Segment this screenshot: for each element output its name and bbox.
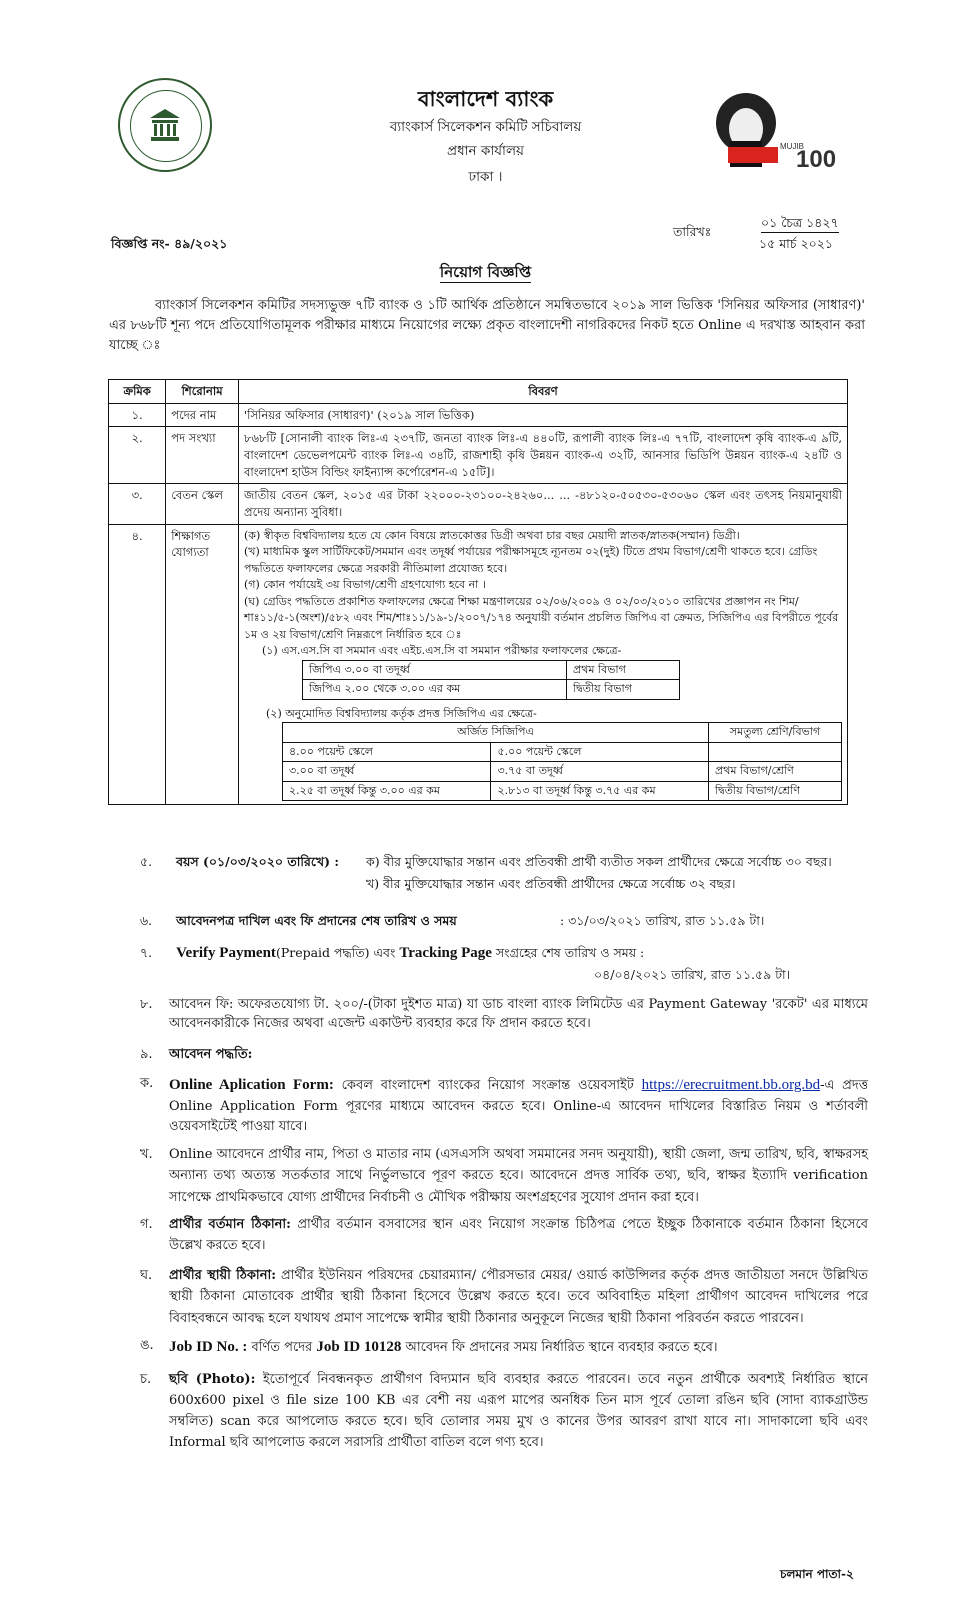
table-row: জিপিএ ৩.০০ বা তদূর্ধ্ব প্রথম বিভাগ	[303, 660, 680, 680]
date-bangla: ০১ চৈত্র ১৪২৭	[761, 214, 839, 233]
notice-number: বিজ্ঞপ্তি নং- ৪৯/২০২১	[111, 236, 228, 251]
age-label: বয়স (০১/০৩/২০২০ তারিখে) :	[176, 854, 339, 869]
job-id: Job ID 10128	[316, 1339, 402, 1355]
col-header-title: শিরোনাম	[166, 380, 239, 404]
bangladesh-bank-logo	[118, 78, 212, 172]
page-title: বাংলাদেশ ব্যাংক	[417, 86, 554, 111]
cgpa-table	[282, 722, 842, 801]
item-kha: খ. Online আবেদনে প্রার্থীর নাম, পিতা ও মাতার নাম (এসএসসি অথবা সমমানের সনদ অনুযায়ী), স্থায়ী জেলা, জন্ম তারিখ, ছবি, স্বাক্ষরসহ অন্যান্য তথ্য অত্যন্ত সতর্কতার সাথে নির্ভুলভাবে পূরণ করতে হবে। আবেদনে প্রদত্ত সার্বিক তথ্য, ছবি, স্বাক্ষর ইত্যাদি verification সাপেক্ষে প্রাথমিকভাবে যোগ্য প্রার্থীদের নির্বাচনী ও মৌখিক পরীক্ষায় অংশগ্রহণের সুযোগ প্রদান করা হবে।	[140, 1147, 868, 1205]
table-row: ৩. বেতন স্কেল জাতীয় বেতন স্কেল, ২০১৫ এর টাকা ২২০০০-২৩১০০-২৪২৬০... ... -৪৮১২০-৫০৫৩০-৫৩০৬০ স্কেল এবং তৎসহ নিয়মানুযায়ী প্রদেয় অন্যান্য সুবিধা।	[109, 484, 848, 524]
table-row: ২. পদ সংখ্যা ৮৬৮টি [সোনালী ব্যাংক লিঃ-এ ২৩৭টি, জনতা ব্যাংক লিঃ-এ ৪৪০টি, রূপালী ব্যাংক লিঃ-এ ৭৭টি, বাংলাদেশ কৃষি ব্যাংক-এ ৯টি, বাংলাদেশ ডেভেলপমেন্ট ব্যাংক লিঃ-এ ৩৪টি, রাজশাহী কৃষি উন্নয়ন ব্যাংক-এ ৩২টি, আনসার ভিডিপি উন্নয়ন ব্যাংক-এ ২৪টি ও বাংলাদেশ হাউস বিল্ডিং ফাইন্যান্স কর্পোরেশন-এ ১৫টি]।	[109, 427, 848, 484]
gpa-table	[302, 660, 680, 700]
notice-title: নিয়োগ বিজ্ঞপ্তি	[439, 263, 532, 281]
section-5: ৫. বয়স (০১/০৩/২০২০ তারিখে) :	[140, 854, 339, 869]
section-7: ৭. Verify Payment(Prepaid পদ্ধতি) এবং Tracking Page সংগ্রহের শেষ তারিখ ও সময় :	[140, 945, 645, 961]
payment-deadline: ০৪/০৪/২০২১ তারিখ, রাত ১১.৫৯ টা।	[594, 967, 791, 982]
section-8: ৮. আবেদন ফি: অফেরতযোগ্য টা. ২০০/-(টাকা দুইশত মাত্র) যা ডাচ বাংলা ব্যাংক লিমিটেড এর Payment Gateway 'রকেট' এর মাধ্যমে আবেদনকারীকে নিজের অথবা এজেন্ট একাউন্ট ব্যবহার করে ফি প্রদান করতে হবে।	[140, 996, 868, 1034]
item-ka: ক. Online Aplication Form: কেবল বাংলাদেশ ব্যাংকের নিয়োগ সংক্রান্ত ওয়েবসাইট https://erecruitment.bb.org.bd-এ প্রদত্ত Online Application Form পূরণের মাধ্যমে আবেদন করতে হবে। Online-এ আবেদন দাখিলের বিস্তারিত নিয়ম ও শর্তাবলী ওয়েবসাইটেই পাওয়া যাবে।	[140, 1076, 869, 1135]
svg-text:MUJIB: MUJIB	[780, 142, 804, 151]
bank-building-icon	[146, 106, 184, 144]
details-table	[108, 379, 848, 805]
intro-paragraph: ব্যাংকার্স সিলেকশন কমিটির সদস্যভুক্ত ৭টি ব্যাংক ও ১টি আর্থিক প্রতিষ্ঠানে সমন্বিতভাবে ২০১৯ সাল ভিত্তিক 'সিনিয়র অফিসার (সাধারণ)' এর ৮৬৮টি শূন্য পদে প্রতিযোগিতামূলক পরীক্ষার মাধ্যমে নিয়োগের লক্ষ্যে প্রকৃত বাংলাদেশী নাগরিকদের নিকট হতে Online এ দরখাস্ত আহবান করা যাচ্ছে ঃ	[109, 298, 865, 354]
section-6: ৬. আবেদনপত্র দাখিল এবং ফি প্রদানের শেষ তারিখ ও সময়	[140, 913, 457, 928]
age-limit-general: ক) বীর মুক্তিযোদ্ধার সন্তান এবং প্রতিবন্ধী প্রার্থী ব্যতীত সকল প্রার্থীদের ক্ষেত্রে সর্বোচ্চ ৩০ বছর।	[366, 854, 832, 869]
table-row: ১. পদের নাম 'সিনিয়র অফিসার (সাধারণ)' (২০১৯ সাল ভিত্তিক)	[109, 403, 848, 427]
application-deadline: : ৩১/০৩/২০২১ তারিখ, রাত ১১.৫৯ টা।	[560, 913, 765, 928]
edu-item-kha: (খ) মাধ্যমিক স্কুল সার্টিফিকেট/সমমান এবং তদূর্ধ্ব পর্যায়ের পরীক্ষাসমূহে ন্যূনতম ০২(দুই) টিতে প্রথম বিভাগ/শ্রেণী থাকতে হবে। গ্রেডিং পদ্ধতিতে ফলাফলের ক্ষেত্রে সরকারী নীতিমালা প্রযোজ্য হবে।	[244, 545, 818, 575]
item-photo: চ. ছবি (Photo): ইতোপূর্বে নিবন্ধনকৃত প্রার্থীগণ বিদ্যমান ছবি ব্যবহার করতে পারবেন। তবে নতুন প্রার্থীকে অবশ্যই নির্ধারিত স্থানে 600x600 pixel ও file size 100 KB এর বেশী নয় এরূপ মাপের অনধিক তিন মাস পূর্বে তোলা রঙিন ছবি (সাদা ব্যাকগ্রাউন্ড সম্বলিত) scan করে আপলোড করতে হবে। ছবি তোলার সময় মুখ ও কানের উপর আবরণ রাখা যাবে না। সাদাকালো ছবি এবং Informal ছবি আপলোড করলে সরাসরি প্রার্থীতা বাতিল বলে গণ্য হবে।	[140, 1372, 868, 1451]
item-job-id: ঙ. Job ID No. : বর্ণিত পদের Job ID 10128 আবেদন ফি প্রদানের সময় নির্ধারিত স্থানে ব্যবহার করতে হবে।	[140, 1338, 718, 1355]
header-line-2: প্রধান কার্যালয়	[447, 143, 524, 159]
edu-sub-2: (২) অনুমোদিত বিশ্ববিদ্যালয় কর্তৃক প্রদত্ত সিজিপিএ এর ক্ষেত্রে-	[266, 706, 537, 720]
edu-item-ka: (ক) স্বীকৃত বিশ্ববিদ্যালয় হতে যে কোন বিষয়ে স্নাতকোত্তর ডিগ্রী অথবা চার বছর মেয়াদী স্নাতক/স্নাতক(সম্মান) ডিগ্রী।	[244, 528, 740, 542]
col-header-description: বিবরণ	[239, 380, 848, 404]
table-row: ৩.০০ বা তদূর্ধ্ব ৩.৭৫ বা তদূর্ধ্ব প্রথম বিভাগ/শ্রেণি	[283, 762, 842, 782]
continued-page-note: চলমান পাতা-২	[780, 1567, 854, 1581]
table-row: অর্জিত সিজিপিএ সমতুল্য শ্রেণি/বিভাগ	[283, 723, 842, 743]
edu-item-ga: (গ) কোন পর্যায়েই ৩য় বিভাগ/শ্রেণী গ্রহণযোগ্য হবে না ।	[244, 578, 486, 592]
header-line-3: ঢাকা ।	[468, 169, 503, 185]
svg-text:100: 100	[796, 146, 837, 173]
date-label: তারিখঃ	[673, 224, 712, 239]
date-english: ১৫ মার্চ ২০২১	[759, 236, 833, 251]
table-row: ৪. শিক্ষাগত যোগ্যতা (ক) স্বীকৃত বিশ্ববিদ্যালয় হতে যে কোন বিষয়ে স্নাতকোত্তর ডিগ্রী অথবা চার বছর মেয়াদী স্নাতক/স্নাতক(সম্মান) ডিগ্রী। (খ) মাধ্যমিক স্কুল সার্টিফিকেট/সমমান এবং তদূর্ধ্ব পর্যায়ের পরীক্ষাসমূহে ন্যূনতম ০২(দুই) টিতে প্রথম বিভাগ/শ্রেণী থাকতে হবে। গ্রেডিং পদ্ধতিতে ফলাফলের ক্ষেত্রে সরকারী নীতিমালা প্রযোজ্য হবে। (গ) কোন পর্যায়েই ৩য় বিভাগ/শ্রেণী গ্রহণযোগ্য হবে না । (ঘ) গ্রেডিং পদ্ধতিতে প্রকাশিত ফলাফলের ক্ষেত্রে শিক্ষা মন্ত্রণালয়ের ০২/০৬/২০০৯ ও ০২/০৩/২০১০ তারিখের প্রজ্ঞাপন নং শিম/শাঃ১১/৫-১(অংশ)/৫৮২ এবং শিম/শাঃ১১/১৯-১/২০০৭/১৭৪ অনুযায়ী বর্তমান প্রচলিত জিপিএ বা ক্রেমত, সিজিপিএ এর বিপরীতে পূর্বের ১ম ও ২য় বিভাগ/শ্রেণি নিম্নরূপে নির্ধারিত হবে ঃ (১) এস.এস.সি বা সমমান এবং এইচ.এস.সি বা সমমান পরীক্ষার ফলাফলের ক্ষেত্রে- জিপিএ ৩.০০ বা তদূর্ধ্ব প্রথম বিভাগ জিপিএ ২.০০ থেকে ৩.০০ এর কম দ্বিতীয় বিভাগ (২) অনুমোদিত বিশ্ববিদ্যালয় কর্তৃক প্রদত্ত সিজিপিএ এর ক্ষেত্রে- অর্জিত সিজিপিএ সমতুল্য শ্রেণি/বিভাগ ৪.০০ পয়েন্ট স্কেলে ৫.০০ পয়েন্ট স্কেলে ৩.০০ বা তদূর্ধ্ব ৩.৭৫ বা তদূর্ধ্ব প্রথম বিভাগ/শ্রেণি ২.২৫ বা তদূর্ধ্ব কিন্তু ৩.০০ এর কম ২.৮১৩ বা তদূর্ধ্ব কিন্তু ৩.৭৫ এর কম দ্বিতীয় বিভাগ/শ্রেণি	[109, 524, 848, 805]
edu-item-gha: (ঘ) গ্রেডিং পদ্ধতিতে প্রকাশিত ফলাফলের ক্ষেত্রে শিক্ষা মন্ত্রণালয়ের ০২/০৬/২০০৯ ও ০২/০৩/২০১০ তারিখের প্রজ্ঞাপন নং শিম/শাঃ১১/৫-১(অংশ)/৫৮২ এবং শিম/শাঃ১১/১৯-১/২০০৭/১৭৪ অনুযায়ী বর্তমান প্রচলিত জিপিএ বা ক্রেমত, সিজিপিএ এর বিপরীতে পূর্বের ১ম ও ২য় বিভাগ/শ্রেণি নিম্নরূপে নির্ধারিত হবে ঃ	[244, 594, 839, 641]
application-fee-text: আবেদন ফি: অফেরতযোগ্য টা. ২০০/-(টাকা দুইশত মাত্র) যা ডাচ বাংলা ব্যাংক লিমিটেড এর Payment Gateway 'রকেট' এর মাধ্যমে আবেদনকারীকে নিজের অথবা এজেন্ট একাউন্ট ব্যবহার করে ফি প্রদান করতে হবে।	[169, 997, 868, 1031]
col-header-serial: ক্রমিক	[109, 380, 166, 404]
table-row: ৪.০০ পয়েন্ট স্কেলে ৫.০০ পয়েন্ট স্কেলে	[283, 742, 842, 762]
application-method-heading: আবেদন পদ্ধতি:	[169, 1047, 253, 1062]
table-row: ২.২৫ বা তদূর্ধ্ব কিন্তু ৩.০০ এর কম ২.৮১৩ বা তদূর্ধ্ব কিন্তু ৩.৭৫ এর কম দ্বিতীয় বিভাগ/শ্রেণি	[283, 781, 842, 801]
mujib-100-logo	[708, 83, 838, 173]
item-ga: গ. প্রার্থীর বর্তমান ঠিকানা: প্রার্থীর বর্তমান বসবাসের স্থান এবং নিয়োগ সংক্রান্ত চিঠিপত্র পেতে ইচ্ছুক ঠিকানাকে বর্তমান ঠিকানা হিসেবে উল্লেখ করতে হবে।	[140, 1217, 868, 1254]
section-9: ৯. আবেদন পদ্ধতি:	[140, 1047, 253, 1062]
table-row: জিপিএ ২.০০ থেকে ৩.০০ এর কম দ্বিতীয় বিভাগ	[303, 680, 680, 700]
edu-sub-1: (১) এস.এস.সি বা সমমান এবং এইচ.এস.সি বা সমমান পরীক্ষার ফলাফলের ক্ষেত্রে-	[262, 644, 622, 658]
header-line-1: ব্যাংকার্স সিলেকশন কমিটি সচিবালয়	[389, 119, 582, 135]
erecruitment-link[interactable]: https://erecruitment.bb.org.bd	[641, 1077, 821, 1093]
item-gha: ঘ. প্রার্থীর স্থায়ী ঠিকানা: প্রার্থীর ইউনিয়ন পরিষদের চেয়ারম্যান/ পৌরসভার মেয়র/ ওয়ার্ড কাউন্সিলর কর্তৃক প্রদত্ত জাতীয়তা সনদে উল্লিখিত স্থায়ী ঠিকানা মোতাবেক প্রার্থীর স্থায়ী ঠিকানা হিসেবে উল্লেখ করতে হবে। তবে অবিবাহিত মহিলা প্রার্থীগণ আবেদন দাখিলের পরে বিবাহবন্ধনে আবদ্ধ হলে যথাযথ প্রমাণ সাপেক্ষে স্বামীর স্থায়ী ঠিকানার অনুকূলে নিজের স্থায়ী ঠিকানা পরিবর্তন করতে পারবেন।	[140, 1268, 868, 1326]
age-limit-special: খ) বীর মুক্তিযোদ্ধার সন্তান এবং প্রতিবন্ধী প্রার্থীদের ক্ষেত্রে সর্বোচ্চ ৩২ বছর।	[366, 876, 736, 891]
education-details	[239, 524, 848, 805]
